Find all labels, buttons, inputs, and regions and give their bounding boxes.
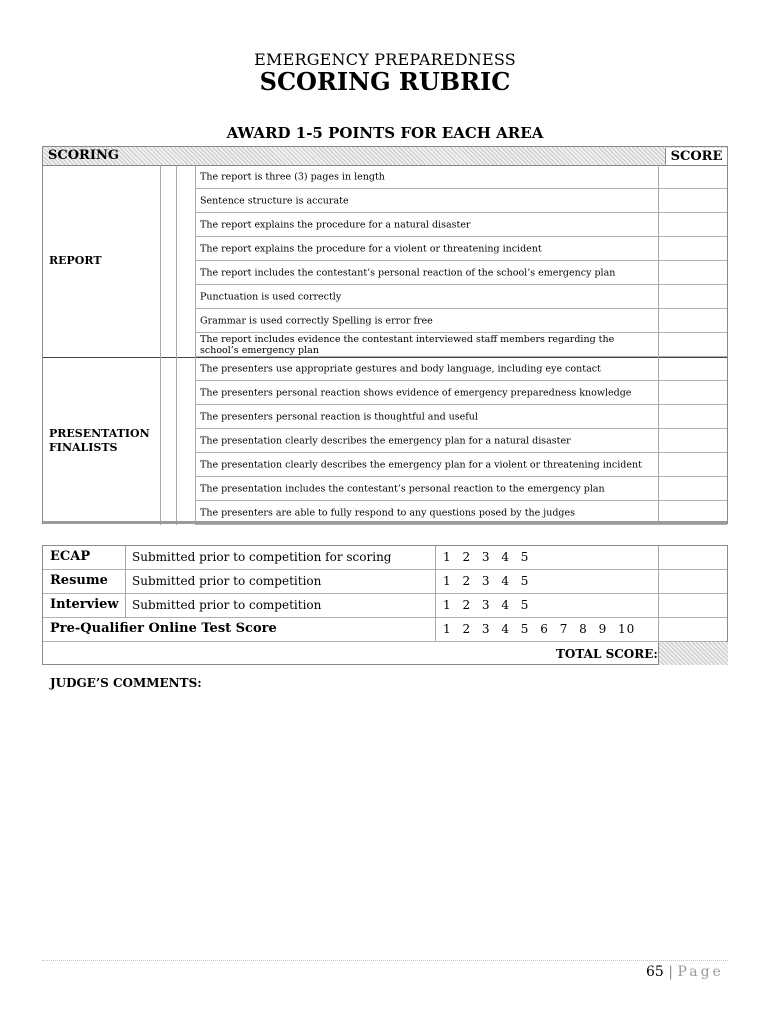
summary-row-ecap <box>43 546 727 570</box>
criterion-text: The report explains the procedure for a violent or threatening incident <box>200 243 542 254</box>
criterion-row <box>195 165 727 189</box>
page-word: Page <box>677 964 724 980</box>
footer-separator: | <box>668 964 673 980</box>
criterion-row <box>195 477 727 501</box>
total-score-cell[interactable] <box>658 642 728 665</box>
criterion-row <box>195 405 727 429</box>
summary-row-prequalifier <box>43 618 727 642</box>
criterion-text: The presentation clearly describes the emergency plan for a violent or threatening incident <box>200 459 642 470</box>
summary-row-interview <box>43 594 727 618</box>
column-divider <box>176 165 177 525</box>
column-divider <box>125 594 126 617</box>
rubric-table <box>42 146 728 524</box>
criterion-text: Grammar is used correctly Spelling is error free <box>200 315 433 326</box>
award-instruction: AWARD 1-5 POINTS FOR EACH AREA <box>226 124 544 142</box>
criterion-text: The report includes the contestant’s personal reaction of the school’s emergency plan <box>200 267 616 278</box>
criterion-text: The presenters personal reaction is thoughtful and useful <box>200 411 478 422</box>
summary-row-scale: 1 2 3 4 5 <box>443 574 530 588</box>
criterion-row <box>195 357 727 381</box>
criterion-row <box>195 453 727 477</box>
section-label: REPORT <box>49 254 102 267</box>
summary-row-name: ECAP <box>50 549 91 564</box>
summary-table <box>42 545 728 665</box>
section-label: PRESENTATION FINALISTS <box>49 427 150 454</box>
criterion-row <box>195 261 727 285</box>
score-cell[interactable] <box>658 618 659 641</box>
criterion-row <box>195 213 727 237</box>
criterion-text: The report includes evidence the contestant interviewed staff members regarding the school’s emergency plan <box>200 333 615 356</box>
summary-row-scale: 1 2 3 4 5 <box>443 598 530 612</box>
column-divider <box>125 570 126 593</box>
criterion-text: Sentence structure is accurate <box>200 195 349 206</box>
criterion-row <box>195 285 727 309</box>
column-divider <box>160 165 161 525</box>
criterion-row <box>195 333 727 357</box>
page-number: 65 <box>646 964 664 980</box>
summary-row-description: Submitted prior to competition for scoring <box>132 550 392 564</box>
column-divider <box>435 546 436 569</box>
criterion-text: The presenters are able to fully respond to any questions posed by the judges <box>200 507 575 518</box>
criterion-text: The presentation includes the contestant’s personal reaction to the emergency plan <box>200 483 605 494</box>
summary-row-name: Pre-Qualifier Online Test Score <box>50 621 277 636</box>
column-divider <box>195 165 196 525</box>
column-divider <box>435 570 436 593</box>
summary-row-resume <box>43 570 727 594</box>
column-divider <box>435 618 436 641</box>
scoring-column-header: SCORING <box>48 148 119 163</box>
summary-row-description: Submitted prior to competition <box>132 574 322 588</box>
criterion-text: The presentation clearly describes the emergency plan for a natural disaster <box>200 435 571 446</box>
total-score-label: TOTAL SCORE: <box>556 647 658 661</box>
criterion-text: The presenters personal reaction shows evidence of emergency preparedness knowledge <box>200 387 632 398</box>
score-column-header: SCORE <box>665 148 727 165</box>
footer-divider <box>42 960 728 961</box>
criterion-row <box>195 429 727 453</box>
summary-row-description: Submitted prior to competition <box>132 598 322 612</box>
summary-row-name: Interview <box>50 597 119 612</box>
criterion-row <box>195 189 727 213</box>
criterion-row <box>195 237 727 261</box>
criterion-text: The presenters use appropriate gestures and body language, including eye contact <box>200 363 601 374</box>
document-subtitle: EMERGENCY PREPAREDNESS <box>254 50 516 69</box>
column-divider <box>435 594 436 617</box>
summary-row-scale: 1 2 3 4 5 <box>443 550 530 564</box>
summary-row-scale: 1 2 3 4 5 6 7 8 9 10 <box>443 622 636 636</box>
criterion-row <box>195 381 727 405</box>
column-divider <box>125 546 126 569</box>
criterion-text: The report explains the procedure for a natural disaster <box>200 219 471 230</box>
criterion-row <box>195 309 727 333</box>
criterion-text: Punctuation is used correctly <box>200 291 342 302</box>
blank-row <box>43 525 727 545</box>
judge-comments-label: JUDGE’S COMMENTS: <box>50 676 202 690</box>
score-cell[interactable] <box>658 594 659 617</box>
criterion-text: The report is three (3) pages in length <box>200 171 385 182</box>
document-title: SCORING RUBRIC <box>259 67 511 96</box>
rubric-bottom-border <box>43 521 727 524</box>
score-cell[interactable] <box>658 570 659 593</box>
score-cell[interactable] <box>658 546 659 569</box>
rubric-header-row <box>43 147 727 166</box>
page-footer <box>646 964 724 980</box>
column-divider <box>658 165 659 525</box>
summary-row-name: Resume <box>50 573 108 588</box>
